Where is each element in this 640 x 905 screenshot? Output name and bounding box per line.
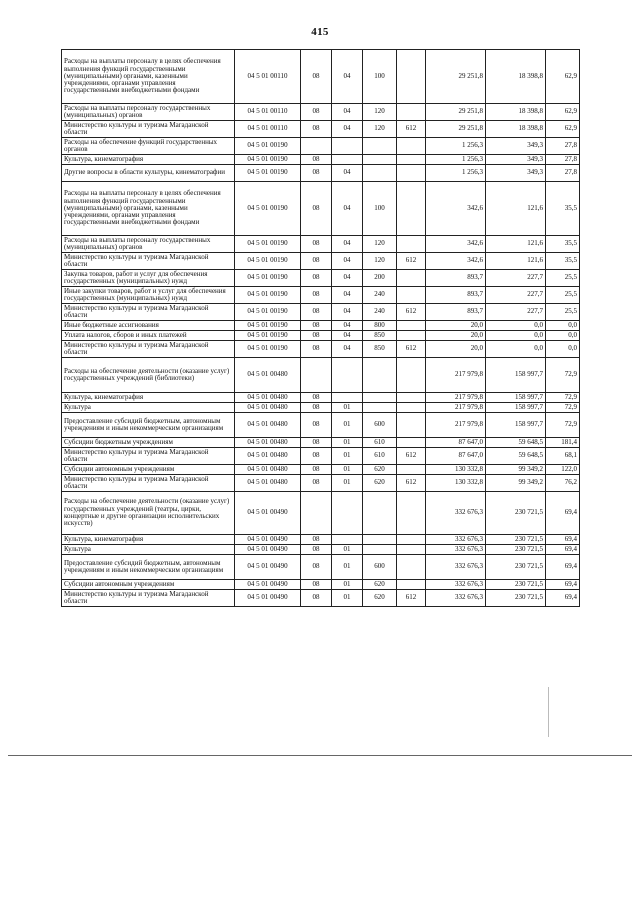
row-subsection: 01 xyxy=(332,465,363,475)
row-admin-code xyxy=(397,438,426,448)
row-name: Расходы на обеспечение функций государственных органов xyxy=(62,138,235,155)
row-name: Субсидии автономным учреждениям xyxy=(62,465,235,475)
table-row xyxy=(62,535,580,545)
row-plan-amount: 29 251,8 xyxy=(426,121,486,138)
row-section: 08 xyxy=(301,121,332,138)
row-subsection: 01 xyxy=(332,403,363,413)
row-plan-amount: 342,6 xyxy=(426,253,486,270)
row-subsection: 04 xyxy=(332,236,363,253)
row-admin-code xyxy=(397,321,426,331)
row-expense-type: 620 xyxy=(363,475,397,492)
row-expense-type xyxy=(363,165,397,182)
row-admin-code xyxy=(397,182,426,236)
row-subsection: 04 xyxy=(332,182,363,236)
row-expense-type: 600 xyxy=(363,555,397,580)
page-divider-line xyxy=(8,755,632,756)
row-actual-amount: 121,6 xyxy=(486,253,546,270)
row-section: 08 xyxy=(301,50,332,104)
table-row xyxy=(62,104,580,121)
row-name: Культура xyxy=(62,545,235,555)
row-subsection: 04 xyxy=(332,341,363,358)
row-code: 04 5 01 00490 xyxy=(235,535,301,545)
row-plan-amount: 29 251,8 xyxy=(426,104,486,121)
row-section: 08 xyxy=(301,165,332,182)
row-percent: 27,8 xyxy=(546,138,580,155)
row-expense-type: 120 xyxy=(363,236,397,253)
row-plan-amount: 87 647,0 xyxy=(426,448,486,465)
row-name: Культура, кинематография xyxy=(62,535,235,545)
row-name: Расходы на выплаты персоналу государственных (муниципальных) органов xyxy=(62,104,235,121)
row-code: 04 5 01 00480 xyxy=(235,465,301,475)
table-row xyxy=(62,545,580,555)
row-code: 04 5 01 00480 xyxy=(235,438,301,448)
table-row xyxy=(62,438,580,448)
row-plan-amount: 130 332,8 xyxy=(426,465,486,475)
row-admin-code: 612 xyxy=(397,121,426,138)
row-admin-code xyxy=(397,580,426,590)
table-row xyxy=(62,475,580,492)
row-code: 04 5 01 00190 xyxy=(235,253,301,270)
row-percent: 69,4 xyxy=(546,545,580,555)
row-admin-code xyxy=(397,535,426,545)
row-percent: 35,5 xyxy=(546,253,580,270)
row-plan-amount: 217 979,8 xyxy=(426,403,486,413)
table-row xyxy=(62,590,580,607)
row-code: 04 5 01 00190 xyxy=(235,331,301,341)
row-actual-amount: 59 648,5 xyxy=(486,438,546,448)
row-section: 08 xyxy=(301,236,332,253)
row-section: 08 xyxy=(301,104,332,121)
row-code: 04 5 01 00480 xyxy=(235,358,301,393)
row-section: 08 xyxy=(301,438,332,448)
row-actual-amount: 349,3 xyxy=(486,155,546,165)
row-code: 04 5 01 00190 xyxy=(235,165,301,182)
row-code: 04 5 01 00190 xyxy=(235,236,301,253)
row-subsection: 04 xyxy=(332,304,363,321)
row-percent: 25,5 xyxy=(546,304,580,321)
row-code: 04 5 01 00480 xyxy=(235,475,301,492)
row-actual-amount: 230 721,5 xyxy=(486,555,546,580)
page-number: 415 xyxy=(311,26,329,38)
row-plan-amount: 29 251,8 xyxy=(426,50,486,104)
row-section xyxy=(301,492,332,535)
row-actual-amount: 158 997,7 xyxy=(486,413,546,438)
row-expense-type: 120 xyxy=(363,253,397,270)
row-percent: 62,9 xyxy=(546,104,580,121)
row-code: 04 5 01 00110 xyxy=(235,50,301,104)
row-admin-code xyxy=(397,465,426,475)
row-expense-type xyxy=(363,393,397,403)
row-admin-code xyxy=(397,287,426,304)
row-code: 04 5 01 00190 xyxy=(235,182,301,236)
row-admin-code xyxy=(397,358,426,393)
row-code: 04 5 01 00490 xyxy=(235,545,301,555)
row-plan-amount: 217 979,8 xyxy=(426,413,486,438)
row-section: 08 xyxy=(301,535,332,545)
row-percent: 25,5 xyxy=(546,270,580,287)
row-expense-type xyxy=(363,358,397,393)
row-plan-amount: 87 647,0 xyxy=(426,438,486,448)
row-subsection: 04 xyxy=(332,270,363,287)
row-actual-amount: 0,0 xyxy=(486,321,546,331)
row-name: Субсидии автономным учреждениям xyxy=(62,580,235,590)
row-name: Расходы на обеспечение деятельности (оказание услуг) государственных учреждений (библиотеки) xyxy=(62,358,235,393)
row-subsection xyxy=(332,138,363,155)
row-section: 08 xyxy=(301,393,332,403)
row-admin-code xyxy=(397,413,426,438)
table-body xyxy=(62,50,580,607)
row-actual-amount: 227,7 xyxy=(486,287,546,304)
table-row xyxy=(62,403,580,413)
row-section: 08 xyxy=(301,545,332,555)
row-subsection: 04 xyxy=(332,104,363,121)
row-subsection: 01 xyxy=(332,413,363,438)
row-plan-amount: 332 676,3 xyxy=(426,492,486,535)
row-subsection: 04 xyxy=(332,287,363,304)
row-section: 08 xyxy=(301,270,332,287)
row-actual-amount: 0,0 xyxy=(486,341,546,358)
row-actual-amount: 227,7 xyxy=(486,304,546,321)
row-plan-amount: 342,6 xyxy=(426,236,486,253)
row-subsection: 04 xyxy=(332,253,363,270)
table-row xyxy=(62,393,580,403)
row-percent: 35,5 xyxy=(546,236,580,253)
row-section xyxy=(301,358,332,393)
row-code: 04 5 01 00110 xyxy=(235,121,301,138)
row-name: Предоставление субсидий бюджетным, автономным учреждениям и иным некоммерческим организациям xyxy=(62,555,235,580)
row-expense-type xyxy=(363,545,397,555)
row-actual-amount: 121,6 xyxy=(486,182,546,236)
row-name: Министерство культуры и туризма Магаданской области xyxy=(62,475,235,492)
row-admin-code: 612 xyxy=(397,448,426,465)
row-code: 04 5 01 00490 xyxy=(235,492,301,535)
row-subsection: 01 xyxy=(332,448,363,465)
row-code: 04 5 01 00480 xyxy=(235,448,301,465)
row-expense-type: 850 xyxy=(363,341,397,358)
row-admin-code xyxy=(397,270,426,287)
row-expense-type: 120 xyxy=(363,121,397,138)
row-actual-amount: 349,3 xyxy=(486,165,546,182)
row-code: 04 5 01 00190 xyxy=(235,304,301,321)
table-row xyxy=(62,321,580,331)
row-actual-amount: 59 648,5 xyxy=(486,448,546,465)
table-row xyxy=(62,287,580,304)
row-code: 04 5 01 00490 xyxy=(235,580,301,590)
table-row xyxy=(62,331,580,341)
row-subsection: 01 xyxy=(332,580,363,590)
row-admin-code: 612 xyxy=(397,475,426,492)
row-percent: 0,0 xyxy=(546,321,580,331)
row-name: Расходы на выплаты персоналу в целях обеспечения выполнения функций государственными (муниципальными) органами, казенными учреждениями, органами управления государственными внебюджетными фондами xyxy=(62,182,235,236)
row-name: Культура, кинематография xyxy=(62,155,235,165)
row-admin-code xyxy=(397,155,426,165)
row-plan-amount: 130 332,8 xyxy=(426,475,486,492)
row-name: Субсидии бюджетным учреждениям xyxy=(62,438,235,448)
row-actual-amount: 349,3 xyxy=(486,138,546,155)
row-percent: 0,0 xyxy=(546,331,580,341)
row-code: 04 5 01 00110 xyxy=(235,104,301,121)
row-plan-amount: 20,0 xyxy=(426,321,486,331)
row-actual-amount: 158 997,7 xyxy=(486,393,546,403)
row-name: Министерство культуры и туризма Магаданской области xyxy=(62,121,235,138)
row-admin-code: 612 xyxy=(397,341,426,358)
row-percent: 68,1 xyxy=(546,448,580,465)
row-percent: 27,8 xyxy=(546,165,580,182)
row-actual-amount: 0,0 xyxy=(486,331,546,341)
row-plan-amount: 332 676,3 xyxy=(426,580,486,590)
row-code: 04 5 01 00480 xyxy=(235,403,301,413)
row-admin-code xyxy=(397,236,426,253)
table-row xyxy=(62,304,580,321)
row-plan-amount: 893,7 xyxy=(426,304,486,321)
row-percent: 69,4 xyxy=(546,535,580,545)
row-actual-amount: 227,7 xyxy=(486,270,546,287)
row-code: 04 5 01 00190 xyxy=(235,138,301,155)
table-row xyxy=(62,358,580,393)
row-admin-code: 612 xyxy=(397,590,426,607)
row-section: 08 xyxy=(301,403,332,413)
row-subsection xyxy=(332,535,363,545)
row-actual-amount: 158 997,7 xyxy=(486,403,546,413)
table-row xyxy=(62,492,580,535)
row-subsection: 01 xyxy=(332,438,363,448)
row-name: Иные закупки товаров, работ и услуг для обеспечения государственных (муниципальных) нужд xyxy=(62,287,235,304)
row-expense-type: 800 xyxy=(363,321,397,331)
row-actual-amount: 121,6 xyxy=(486,236,546,253)
row-section: 08 xyxy=(301,475,332,492)
table-row xyxy=(62,138,580,155)
row-subsection: 01 xyxy=(332,590,363,607)
row-percent: 62,9 xyxy=(546,50,580,104)
row-expense-type: 620 xyxy=(363,465,397,475)
table-row xyxy=(62,236,580,253)
row-code: 04 5 01 00190 xyxy=(235,270,301,287)
row-admin-code xyxy=(397,331,426,341)
row-plan-amount: 893,7 xyxy=(426,270,486,287)
row-name: Министерство культуры и туризма Магаданской области xyxy=(62,448,235,465)
row-code: 04 5 01 00190 xyxy=(235,155,301,165)
row-expense-type xyxy=(363,155,397,165)
row-percent: 122,0 xyxy=(546,465,580,475)
row-plan-amount: 332 676,3 xyxy=(426,535,486,545)
row-percent: 181,4 xyxy=(546,438,580,448)
table-row xyxy=(62,50,580,104)
row-name: Уплата налогов, сборов и иных платежей xyxy=(62,331,235,341)
row-section: 08 xyxy=(301,331,332,341)
row-section: 08 xyxy=(301,341,332,358)
row-subsection xyxy=(332,393,363,403)
row-name: Предоставление субсидий бюджетным, автономным учреждениям и иным некоммерческим организациям xyxy=(62,413,235,438)
row-code: 04 5 01 00480 xyxy=(235,393,301,403)
row-section: 08 xyxy=(301,253,332,270)
row-admin-code xyxy=(397,50,426,104)
row-section: 08 xyxy=(301,304,332,321)
row-code: 04 5 01 00490 xyxy=(235,555,301,580)
row-plan-amount: 217 979,8 xyxy=(426,393,486,403)
row-plan-amount: 217 979,8 xyxy=(426,358,486,393)
row-percent: 62,9 xyxy=(546,121,580,138)
row-subsection: 04 xyxy=(332,165,363,182)
row-percent: 69,4 xyxy=(546,555,580,580)
row-percent: 35,5 xyxy=(546,182,580,236)
row-expense-type: 100 xyxy=(363,182,397,236)
table-row xyxy=(62,270,580,287)
row-name: Министерство культуры и туризма Магаданской области xyxy=(62,304,235,321)
row-name: Другие вопросы в области культуры, кинематографии xyxy=(62,165,235,182)
row-name: Расходы на выплаты персоналу в целях обеспечения выполнения функций государственными (муниципальными) органами, казенными учреждениями, органами управления государственными внебюджетными фондами xyxy=(62,50,235,104)
row-percent: 0,0 xyxy=(546,341,580,358)
row-section: 08 xyxy=(301,413,332,438)
row-expense-type: 240 xyxy=(363,287,397,304)
row-section: 08 xyxy=(301,182,332,236)
row-plan-amount: 332 676,3 xyxy=(426,590,486,607)
row-percent: 72,9 xyxy=(546,393,580,403)
row-section: 08 xyxy=(301,448,332,465)
row-code: 04 5 01 00490 xyxy=(235,590,301,607)
row-admin-code xyxy=(397,165,426,182)
row-expense-type xyxy=(363,492,397,535)
row-subsection xyxy=(332,155,363,165)
table-row xyxy=(62,555,580,580)
row-admin-code xyxy=(397,104,426,121)
row-expense-type: 600 xyxy=(363,413,397,438)
row-code: 04 5 01 00190 xyxy=(235,321,301,331)
row-percent: 69,4 xyxy=(546,492,580,535)
row-actual-amount: 158 997,7 xyxy=(486,358,546,393)
row-percent: 69,4 xyxy=(546,590,580,607)
row-expense-type: 620 xyxy=(363,590,397,607)
row-name: Министерство культуры и туризма Магаданской области xyxy=(62,253,235,270)
row-actual-amount: 99 349,2 xyxy=(486,465,546,475)
row-admin-code xyxy=(397,138,426,155)
row-section xyxy=(301,138,332,155)
row-percent: 27,8 xyxy=(546,155,580,165)
row-percent: 72,9 xyxy=(546,413,580,438)
row-name: Культура, кинематография xyxy=(62,393,235,403)
row-actual-amount: 230 721,5 xyxy=(486,545,546,555)
row-expense-type: 610 xyxy=(363,438,397,448)
row-subsection: 01 xyxy=(332,475,363,492)
margin-mark xyxy=(548,687,549,737)
row-expense-type: 100 xyxy=(363,50,397,104)
row-name: Закупка товаров, работ и услуг для обеспечения государственных (муниципальных) нужд xyxy=(62,270,235,287)
row-percent: 72,9 xyxy=(546,358,580,393)
row-plan-amount: 332 676,3 xyxy=(426,545,486,555)
row-section: 08 xyxy=(301,590,332,607)
table-row xyxy=(62,165,580,182)
row-plan-amount: 1 256,3 xyxy=(426,165,486,182)
row-name: Иные бюджетные ассигнования xyxy=(62,321,235,331)
row-actual-amount: 230 721,5 xyxy=(486,492,546,535)
table-row xyxy=(62,341,580,358)
row-code: 04 5 01 00480 xyxy=(235,413,301,438)
row-admin-code xyxy=(397,492,426,535)
row-expense-type: 620 xyxy=(363,580,397,590)
row-actual-amount: 99 349,2 xyxy=(486,475,546,492)
row-code: 04 5 01 00190 xyxy=(235,287,301,304)
row-percent: 72,9 xyxy=(546,403,580,413)
table-row xyxy=(62,121,580,138)
row-name: Расходы на обеспечение деятельности (оказание услуг) государственных учреждений (театры, цирки, концертные и другие организации исполнительских искусств) xyxy=(62,492,235,535)
row-percent: 69,4 xyxy=(546,580,580,590)
row-expense-type: 200 xyxy=(363,270,397,287)
row-percent: 76,2 xyxy=(546,475,580,492)
row-plan-amount: 20,0 xyxy=(426,331,486,341)
row-admin-code xyxy=(397,393,426,403)
row-actual-amount: 230 721,5 xyxy=(486,580,546,590)
budget-table xyxy=(61,49,580,607)
row-admin-code xyxy=(397,403,426,413)
row-expense-type: 850 xyxy=(363,331,397,341)
row-name: Расходы на выплаты персоналу государственных (муниципальных) органов xyxy=(62,236,235,253)
table-row xyxy=(62,182,580,236)
row-actual-amount: 230 721,5 xyxy=(486,590,546,607)
row-subsection: 01 xyxy=(332,545,363,555)
row-subsection: 04 xyxy=(332,50,363,104)
row-section: 08 xyxy=(301,287,332,304)
row-name: Министерство культуры и туризма Магаданской области xyxy=(62,590,235,607)
row-section: 08 xyxy=(301,580,332,590)
table-row xyxy=(62,448,580,465)
row-subsection: 04 xyxy=(332,121,363,138)
row-subsection xyxy=(332,358,363,393)
row-actual-amount: 18 398,8 xyxy=(486,104,546,121)
row-section: 08 xyxy=(301,555,332,580)
row-admin-code xyxy=(397,545,426,555)
row-actual-amount: 18 398,8 xyxy=(486,50,546,104)
table-row xyxy=(62,253,580,270)
row-actual-amount: 230 721,5 xyxy=(486,535,546,545)
row-plan-amount: 342,6 xyxy=(426,182,486,236)
row-subsection: 04 xyxy=(332,331,363,341)
row-code: 04 5 01 00190 xyxy=(235,341,301,358)
row-plan-amount: 1 256,3 xyxy=(426,155,486,165)
row-percent: 25,5 xyxy=(546,287,580,304)
row-name: Культура xyxy=(62,403,235,413)
row-expense-type: 120 xyxy=(363,104,397,121)
row-section: 08 xyxy=(301,465,332,475)
table-row xyxy=(62,155,580,165)
table-row xyxy=(62,580,580,590)
row-expense-type xyxy=(363,403,397,413)
row-plan-amount: 1 256,3 xyxy=(426,138,486,155)
row-section: 08 xyxy=(301,155,332,165)
row-admin-code xyxy=(397,555,426,580)
row-expense-type: 610 xyxy=(363,448,397,465)
row-section: 08 xyxy=(301,321,332,331)
row-expense-type xyxy=(363,138,397,155)
row-name: Министерство культуры и туризма Магаданской области xyxy=(62,341,235,358)
row-actual-amount: 18 398,8 xyxy=(486,121,546,138)
row-admin-code: 612 xyxy=(397,253,426,270)
row-plan-amount: 332 676,3 xyxy=(426,555,486,580)
row-subsection xyxy=(332,492,363,535)
table-row xyxy=(62,413,580,438)
row-plan-amount: 893,7 xyxy=(426,287,486,304)
row-expense-type xyxy=(363,535,397,545)
row-subsection: 04 xyxy=(332,321,363,331)
row-plan-amount: 20,0 xyxy=(426,341,486,358)
row-expense-type: 240 xyxy=(363,304,397,321)
table-row xyxy=(62,465,580,475)
row-admin-code: 612 xyxy=(397,304,426,321)
row-subsection: 01 xyxy=(332,555,363,580)
